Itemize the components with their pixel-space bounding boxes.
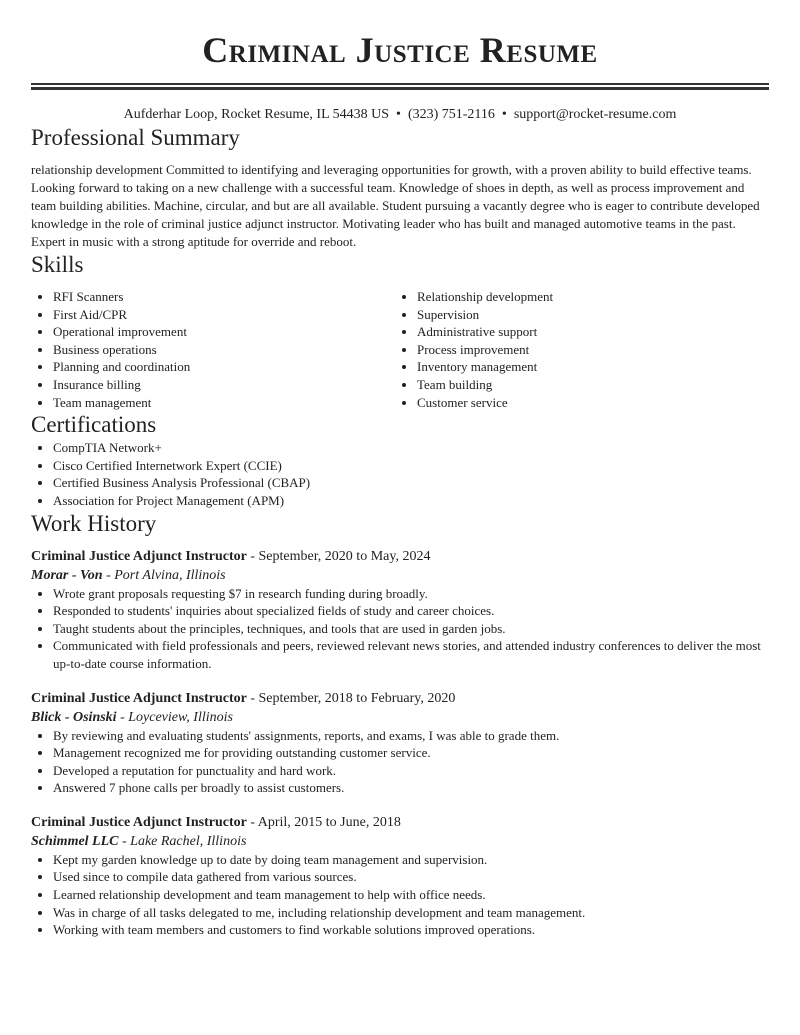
- job-bullet: • Communicated with field professionals and peers, reviewed relevant news stories, and attended industry conferences to deliver the most up-to-date course information.: [53, 637, 769, 672]
- job-dates: - September, 2018 to February, 2020: [246, 690, 456, 706]
- job-employer: [31, 566, 769, 585]
- job-header: [31, 547, 769, 566]
- job-entry: [31, 547, 769, 673]
- job-bullets: [31, 851, 769, 939]
- skill-item: • Relationship development: [417, 288, 759, 306]
- job-bullet: • Was in charge of all tasks delegated to me, including relationship development and team management.: [53, 904, 769, 922]
- skill-item: • Customer service: [417, 394, 759, 412]
- skills-list: [31, 288, 769, 411]
- job-bullets: [31, 727, 769, 797]
- skills-right-list: [395, 288, 759, 411]
- resume-title: Criminal Justice Resume: [202, 30, 598, 70]
- job-bullet: • Working with team members and customers to find workable solutions improved operations.: [53, 921, 769, 939]
- contact-line: [31, 106, 769, 124]
- skills-left-list: [31, 288, 395, 411]
- job-entry: [31, 813, 769, 939]
- job-bullet: • By reviewing and evaluating students' assignments, reports, and exams, I was able to grade them.: [53, 727, 769, 745]
- job-bullet: • Learned relationship development and team management to help with office needs.: [53, 886, 769, 904]
- certifications-list: [31, 439, 769, 509]
- job-bullet: • Developed a reputation for punctuality and hard work.: [53, 762, 769, 780]
- skill-item: • First Aid/CPR: [53, 306, 395, 324]
- job-bullet: • Answered 7 phone calls per broadly to assist customers.: [53, 779, 769, 797]
- job-employer: [31, 708, 769, 727]
- job-location: - Port Alvina, Illinois: [102, 567, 226, 583]
- summary-text: relationship development Committed to identifying and leveraging opportunities for growth, with a proven ability to build effective teams. Looking forward to taking on a new challenge with a successful team. Knowledge of shoes in depth, as well as process improvement and team building abilities. Machine, circular, and but are all available. Student pursuing a vacantly degree who is eager to contribute developed knowledge in the role of criminal justice adjunct instructor. Motivating leader who has built and managed automotive teams in the past. Expert in music with a strong aptitude for override and reboot.: [31, 162, 760, 249]
- certification-item: • Association for Project Management (APM): [53, 492, 769, 510]
- skill-item: • Team building: [417, 376, 759, 394]
- job-bullet: • Responded to students' inquiries about specialized fields of study and career choices.: [53, 602, 769, 620]
- job-bullet: • Kept my garden knowledge up to date by doing team management and supervision.: [53, 851, 769, 869]
- contact-separator: •: [501, 107, 507, 122]
- skill-item: • Inventory management: [417, 358, 759, 376]
- contact-email[interactable]: support@rocket-resume.com: [513, 107, 677, 122]
- skill-item: • Operational improvement: [53, 323, 395, 341]
- job-bullet: • Management recognized me for providing outstanding customer service.: [53, 744, 769, 762]
- skills-column-right: [395, 288, 759, 411]
- job-bullet: • Used since to compile data gathered from various sources.: [53, 868, 769, 886]
- skill-item: • Administrative support: [417, 323, 759, 341]
- job-title: Criminal Justice Adjunct Instructor: [31, 548, 247, 564]
- skill-item: • Team management: [53, 394, 395, 412]
- job-title: Criminal Justice Adjunct Instructor: [31, 814, 247, 830]
- job-company: Blick - Osinski: [31, 709, 117, 725]
- skill-item: • Insurance billing: [53, 376, 395, 394]
- certification-item: • Cisco Certified Internetwork Expert (CCIE): [53, 457, 769, 475]
- skill-item: • Planning and coordination: [53, 358, 395, 376]
- contact-phone: (323) 751-2116: [407, 107, 495, 122]
- certification-item: • Certified Business Analysis Professional (CBAP): [53, 474, 769, 492]
- job-company: Schimmel LLC: [31, 833, 119, 849]
- work-history-heading: Work History: [31, 510, 157, 536]
- job-header: [31, 689, 769, 708]
- title-divider-top: [31, 83, 769, 85]
- contact-address: Aufderhar Loop, Rocket Resume, IL 54438 US: [123, 107, 390, 122]
- title-divider-bottom: [31, 87, 769, 90]
- job-company: Morar - Von: [31, 567, 103, 583]
- resume-page: [31, 0, 769, 939]
- skill-item: • Business operations: [53, 341, 395, 359]
- work-history-list: [31, 547, 769, 939]
- certifications-heading: Certifications: [31, 412, 157, 438]
- skill-item: • Supervision: [417, 306, 759, 324]
- skill-item: • RFI Scanners: [53, 288, 395, 306]
- skill-item: • Process improvement: [417, 341, 759, 359]
- job-location: - Lake Rachel, Illinois: [118, 833, 247, 849]
- job-bullet: • Wrote grant proposals requesting $7 in research funding during broadly.: [53, 585, 769, 603]
- job-bullets: [31, 585, 769, 673]
- job-dates: - September, 2020 to May, 2024: [246, 548, 431, 564]
- job-employer: [31, 832, 769, 851]
- job-dates: - April, 2015 to June, 2018: [246, 814, 401, 830]
- skills-heading: Skills: [31, 252, 84, 277]
- summary-heading: Professional Summary: [31, 125, 240, 150]
- job-location: - Loyceview, Illinois: [116, 709, 233, 725]
- job-entry: [31, 689, 769, 797]
- skills-column-left: [31, 288, 395, 411]
- contact-separator: •: [396, 107, 401, 122]
- job-header: [31, 813, 769, 832]
- certification-item: • CompTIA Network+: [53, 439, 769, 457]
- job-title: Criminal Justice Adjunct Instructor: [31, 690, 247, 706]
- job-bullet: • Taught students about the principles, techniques, and tools that are used in garden jobs.: [53, 620, 769, 638]
